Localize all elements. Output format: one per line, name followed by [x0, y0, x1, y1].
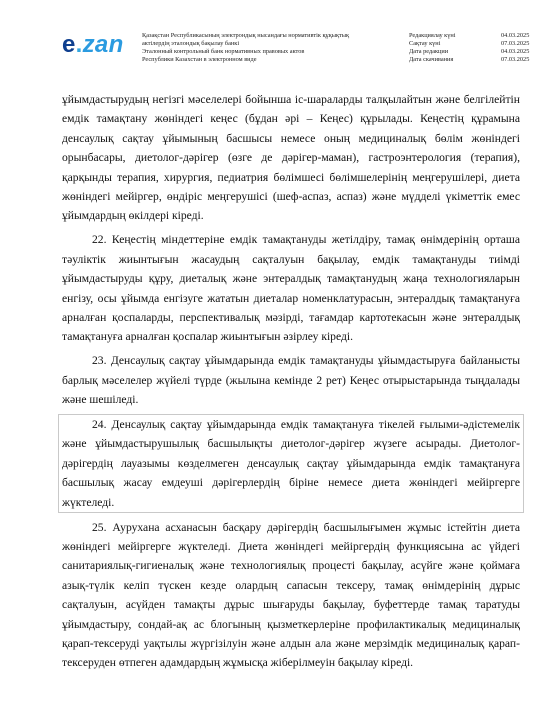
registry-name [142, 32, 382, 64]
date-value: 07.03.2025 [501, 40, 530, 47]
document-header [62, 28, 530, 68]
date-value: 04.03.2025 [501, 32, 530, 39]
date-label: Редакциялау күні [409, 32, 456, 39]
ezan-logo: e.zan [62, 31, 124, 58]
date-value: 07.03.2025 [501, 56, 530, 63]
paragraph-25: 25. Аурухана асханасын басқару дәрігердің басшылығымен жұмыс істейтін диета жөніндегі мейіргерге жүктеледі. Диета жөніндегі мейіргердің функциясына ас үйдегі санитариялық-гигиеналық және технологиялық процесті бақылау, асүйге және қоймаға азық-түлік келіп түскен кезде олардың сапасын тексеру, тамақ өнімдерінің дұрыс сақталуын, асүйден тамақты дұрыс шығаруды бақылау, буфеттерде тамақ таратуды ұйымдастыру, сондай-ақ ас блогының қызметкерлеріне профилактикалық медициналық қарап-тексеруді уақтылы жүргізілуін және алдын ала және мерзімдік медициналық қарап-тексеруден өтпеген адамдардың жұмысқа жіберілмеуін бақылау кіреді. [62, 520, 520, 670]
date-label: Дата редакции [409, 48, 449, 55]
registry-name-line: актілердің эталондық бақылау банкі [142, 40, 240, 47]
date-row-download-ru [409, 56, 539, 64]
registry-name-line: Эталонный контрольный банк нормативных правовых актов [142, 48, 305, 55]
date-row-edit-kz [409, 32, 539, 40]
document-dates [409, 32, 539, 64]
document-body [62, 90, 520, 677]
registry-name-line: Республики Казахстан в электронном виде [142, 56, 257, 63]
date-label: Дата скачивания [409, 56, 454, 63]
date-row-edit-ru [409, 48, 539, 56]
registry-name-line: Қазақстан Республикасының электрондық нысандағы нормативтік құқықтық [142, 32, 350, 39]
date-row-save-kz [409, 40, 539, 48]
date-value: 04.03.2025 [501, 48, 530, 55]
paragraph-24: 24. Денсаулық сақтау ұйымдарында емдік тамақтануға тікелей ғылыми-әдістемелік және ұйымдастырушылық басшылықты диетолог-дәрігер жүзеге асырады. Диетолог-дәрігердің лауазымы көзделмеген денсаулық сақтау ұйымдарында емдік тамақтануға басшылық жасау емдеуші дәрігерлердің біріне немесе диета жөніндегі мейіргерге жүктеледі. [58, 414, 524, 513]
paragraph-22: 22. Кеңестің міндеттеріне емдік тамақтануды жетілдіру, тамақ өнімдерінің орташа тәуліктік жиынтығын жасаудың сақталуын бақылау, емдік тамақтануды тиімді ұйымдастыруды құру, диеталық және энтералдық тамақтанудың жаңа технологияларын енгізу, осы ұйымда енгізуге жататын диеталар номенклатурасын, энтералдық тамақтануға арналған қоспаларды, перспективалық мәзірді, тағамдар картотекасын және энтералдық тамақтануға арналған қоспалар жиынтығын әзірлеу кіреді. [62, 233, 520, 344]
paragraph-21-continued: ұйымдастырудың негізгі мәселелері бойынша іс-шараларды талқылайтын және белгілейтін емдік тамақтану жөніндегі кеңес (бұдан әрі – Кеңес) құрылады. Кеңестің құрамына денсаулық сақтау ұйымының басшысы немесе оның медициналық бөлім жөніндегі орынбасары, диетолог-дәрігер (өзге де дәрігер-маман), гастроэнтерология (терапия), қарқынды терапия, хирургия, педиатрия бөлімшесі бөлімшелерінің меңгерушілері, диета жөніндегі мейіргер, өндіріс меңгерушісі (шеф-аспаз, аспаз) және мүдделі үкіметтік емес ұйымдардың өкілдері кіреді. [62, 93, 520, 223]
date-label: Сақтау күні [409, 40, 441, 47]
paragraph-23: 23. Денсаулық сақтау ұйымдарында емдік тамақтануды ұйымдастыруға байланысты барлық мәселелер жүйелі түрде (жылына кемінде 2 рет) Кеңес отырыстарында тыңдалады және шешіледі. [62, 354, 520, 407]
